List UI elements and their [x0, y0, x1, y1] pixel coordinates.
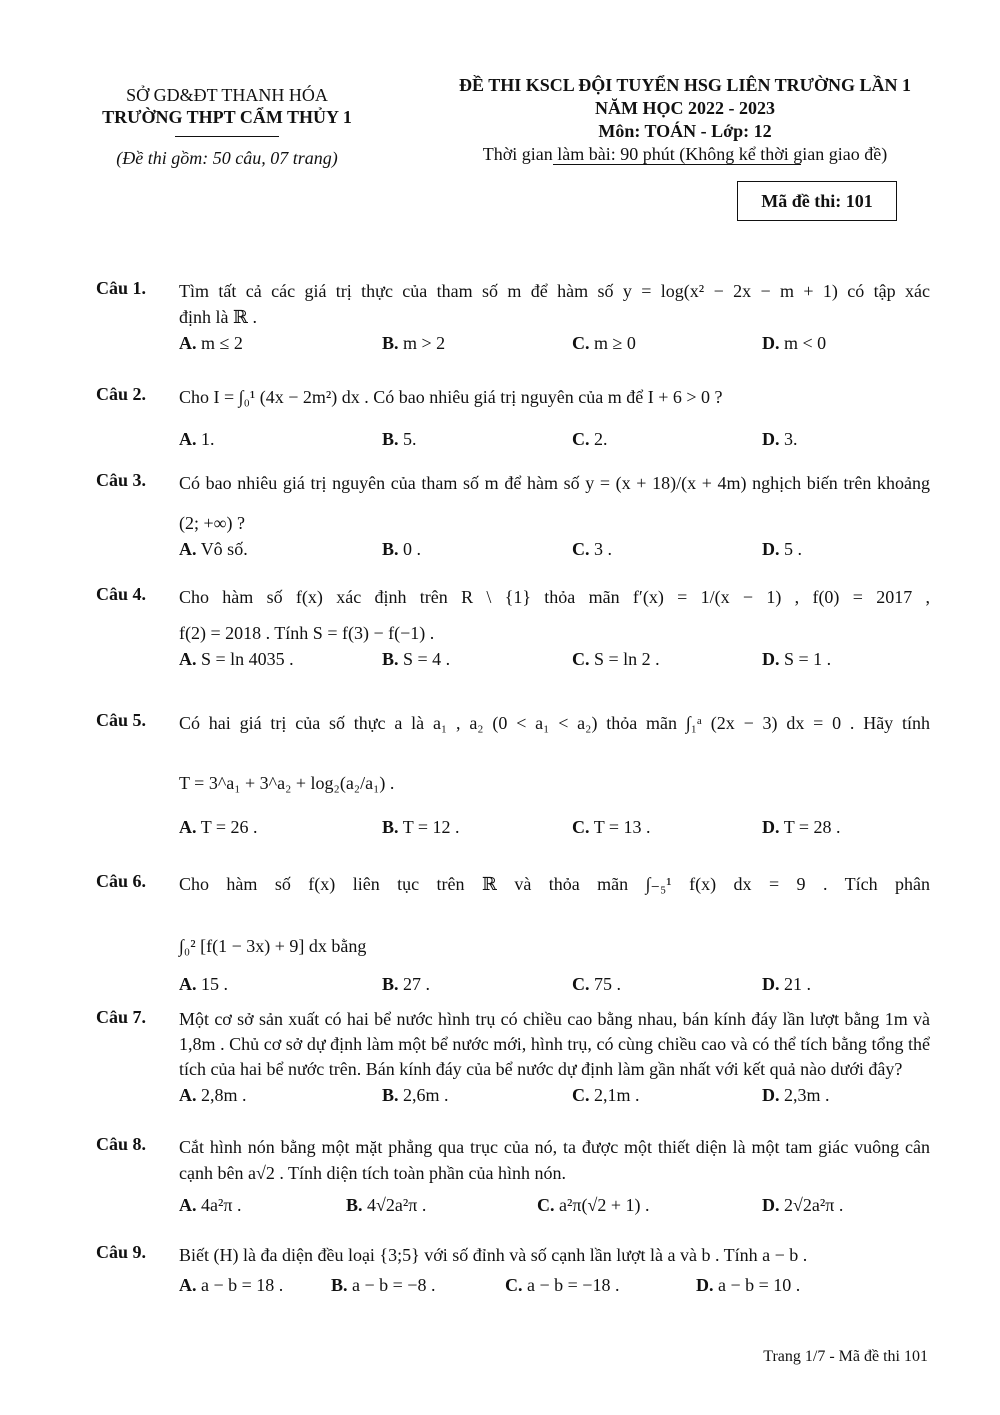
option-c: 3 .	[594, 539, 612, 559]
options-row	[179, 1192, 930, 1218]
exam-code-box: Mã đề thi: 101	[737, 181, 897, 221]
option-key: B.	[382, 333, 399, 353]
option-key: C.	[572, 333, 590, 353]
question-label: Câu 4.	[96, 584, 147, 604]
exam-note: (Đề thi gồm: 50 câu, 07 trang)	[116, 148, 338, 168]
option-key: C.	[572, 539, 590, 559]
option-b: 0 .	[403, 539, 422, 559]
option-c: 2.	[594, 429, 608, 449]
option-b: 4√2a²π .	[367, 1195, 427, 1215]
option-key: C.	[572, 1085, 590, 1105]
school-name: TRƯỜNG THPT CẨM THỦY 1	[102, 107, 352, 127]
question-text-cont: T = 3^a₁ + 3^a₂ + log₂(a₂/a₁) .	[179, 773, 395, 793]
option-key: D.	[762, 429, 780, 449]
question-text-cont: định là ℝ .	[179, 307, 257, 327]
option-key: C.	[572, 817, 590, 837]
option-c: a²π(√2 + 1) .	[559, 1195, 650, 1215]
question-label: Câu 2.	[96, 384, 147, 404]
option-c: a − b = −18 .	[527, 1275, 620, 1295]
option-key: B.	[331, 1275, 348, 1295]
option-key: A.	[179, 1195, 197, 1215]
header-left	[62, 84, 392, 169]
header-right	[415, 74, 955, 166]
option-d: 5 .	[784, 539, 802, 559]
question-text: Một cơ sở sản xuất có hai bể nước hình trụ có chiều cao bằng nhau, bán kính đáy lần lượt bằng 1m và 1,8m . Chủ cơ sở dự định làm một bể nước mới, hình trụ, có cùng chiều cao và có thể tích bằng tổng thể tích của hai bể nước trên. Bán kính đáy của bể nước dự định làm gần nhất với kết quả nào dưới đây?	[179, 1009, 930, 1079]
department-name: SỞ GD&ĐT THANH HÓA	[126, 85, 328, 105]
options-row	[179, 1082, 930, 1108]
question-3	[96, 470, 930, 562]
option-key: B.	[382, 1085, 399, 1105]
time-line: Thời gian làm bài: 90 phút (Không kể thời gian giao đề)	[482, 144, 888, 164]
question-text: Có bao nhiêu giá trị nguyên của tham số m để hàm số y = (x + 18)/(x + 4m) nghịch biến trên khoảng	[179, 473, 930, 493]
option-a: T = 26 .	[200, 817, 258, 837]
question-7	[96, 1007, 930, 1108]
option-c: 75 .	[594, 974, 621, 994]
option-a: 15 .	[201, 974, 228, 994]
option-c: m ≥ 0	[594, 333, 636, 353]
option-key: B.	[382, 539, 399, 559]
option-key: A.	[179, 817, 197, 837]
question-label: Câu 5.	[96, 710, 147, 730]
question-text-cont: (2; +∞) ?	[179, 513, 245, 533]
question-2	[96, 384, 930, 452]
option-key: D.	[762, 1085, 780, 1105]
question-label: Câu 1.	[96, 278, 147, 298]
question-text: Có hai giá trị của số thực a là a₁ , a₂ (0 < a₁ < a₂) thỏa mãn ∫₁ᵃ (2x − 3) dx = 0 . Hãy tính	[179, 713, 930, 733]
option-b: 5.	[403, 429, 417, 449]
option-key: B.	[346, 1195, 363, 1215]
option-d: T = 28 .	[783, 817, 841, 837]
option-c: 2,1m .	[594, 1085, 640, 1105]
time-underline	[553, 164, 801, 165]
question-text-cont: ∫₀² [f(1 − 3x) + 9] dx bằng	[179, 936, 367, 956]
option-b: T = 12 .	[402, 817, 460, 837]
option-b: 27 .	[403, 974, 431, 994]
question-label: Câu 8.	[96, 1134, 147, 1154]
option-key: D.	[696, 1275, 714, 1295]
school-year: NĂM HỌC 2022 - 2023	[595, 98, 775, 118]
question-label: Câu 3.	[96, 470, 147, 490]
header-divider	[175, 136, 279, 137]
option-a: m ≤ 2	[201, 333, 243, 353]
options-row	[179, 426, 930, 452]
option-a: 4a²π .	[201, 1195, 242, 1215]
option-key: B.	[382, 817, 399, 837]
option-key: D.	[762, 1195, 780, 1215]
option-d: 21 .	[784, 974, 811, 994]
question-label: Câu 6.	[96, 871, 147, 891]
question-text: Tìm tất cả các giá trị thực của tham số m để hàm số y = log(x² − 2x − m + 1) có tập xác	[179, 281, 930, 301]
question-text-cont: f(2) = 2018 . Tính S = f(3) − f(−1) .	[179, 623, 435, 643]
exam-title: ĐỀ THI KSCL ĐỘI TUYỂN HSG LIÊN TRƯỜNG LẦN 1	[459, 75, 911, 95]
options-row	[179, 1272, 930, 1298]
question-text: Cắt hình nón bằng một mặt phẳng qua trục của nó, ta được một thiết diện là một tam giác vuông cân cạnh bên a√2 . Tính diện tích toàn phần của hình nón.	[179, 1137, 930, 1183]
option-key: B.	[382, 429, 399, 449]
question-label: Câu 7.	[96, 1007, 147, 1027]
option-key: D.	[762, 333, 780, 353]
option-key: B.	[382, 974, 399, 994]
option-a: S = ln 4035 .	[201, 649, 294, 669]
option-key: C.	[505, 1275, 523, 1295]
option-d: 2√2a²π .	[784, 1195, 844, 1215]
option-key: A.	[179, 649, 197, 669]
question-text: Cho hàm số f(x) liên tục trên ℝ và thỏa mãn ∫₋₅¹ f(x) dx = 9 . Tích phân	[179, 874, 930, 894]
option-key: D.	[762, 649, 780, 669]
option-b: a − b = −8 .	[352, 1275, 436, 1295]
option-d: a − b = 10 .	[718, 1275, 801, 1295]
option-a: 1.	[201, 429, 215, 449]
option-key: A.	[179, 333, 197, 353]
options-row	[179, 814, 930, 840]
question-9	[96, 1242, 930, 1298]
option-key: D.	[762, 539, 780, 559]
question-6	[96, 871, 930, 997]
question-text: Cho I = ∫₀¹ (4x − 2m²) dx . Có bao nhiêu giá trị nguyên của m để I + 6 > 0 ?	[179, 387, 723, 407]
option-c: S = ln 2 .	[594, 649, 660, 669]
options-row	[179, 536, 930, 562]
option-d: S = 1 .	[784, 649, 832, 669]
option-key: A.	[179, 539, 197, 559]
question-1	[96, 278, 930, 356]
option-key: C.	[572, 974, 590, 994]
options-row	[179, 971, 930, 997]
question-text: Cho hàm số f(x) xác định trên R \ {1} thỏa mãn f′(x) = 1/(x − 1) , f(0) = 2017 ,	[179, 587, 930, 607]
option-b: m > 2	[403, 333, 446, 353]
option-key: D.	[762, 817, 780, 837]
options-row	[179, 646, 930, 672]
page-footer: Trang 1/7 - Mã đề thi 101	[763, 1348, 928, 1365]
option-key: A.	[179, 974, 197, 994]
option-key: C.	[537, 1195, 555, 1215]
question-4	[96, 584, 930, 672]
subject-line: Môn: TOÁN - Lớp: 12	[598, 121, 772, 141]
option-key: D.	[762, 974, 780, 994]
question-5	[96, 710, 930, 840]
option-a: a − b = 18 .	[201, 1275, 284, 1295]
option-key: B.	[382, 649, 399, 669]
option-key: A.	[179, 1085, 197, 1105]
question-label: Câu 9.	[96, 1242, 147, 1262]
question-8	[96, 1134, 930, 1218]
option-key: C.	[572, 429, 590, 449]
option-b: S = 4 .	[403, 649, 451, 669]
option-d: 3.	[784, 429, 798, 449]
option-d: 2,3m .	[784, 1085, 830, 1105]
option-b: 2,6m .	[403, 1085, 449, 1105]
option-a: Vô số.	[200, 539, 248, 559]
options-row	[179, 330, 930, 356]
option-d: m < 0	[784, 333, 827, 353]
question-text: Biết (H) là đa diện đều loại {3;5} với số đỉnh và số cạnh lần lượt là a và b . Tính a − b .	[179, 1245, 808, 1265]
option-key: A.	[179, 1275, 197, 1295]
option-key: C.	[572, 649, 590, 669]
option-key: A.	[179, 429, 197, 449]
option-c: T = 13 .	[593, 817, 651, 837]
option-a: 2,8m .	[201, 1085, 247, 1105]
